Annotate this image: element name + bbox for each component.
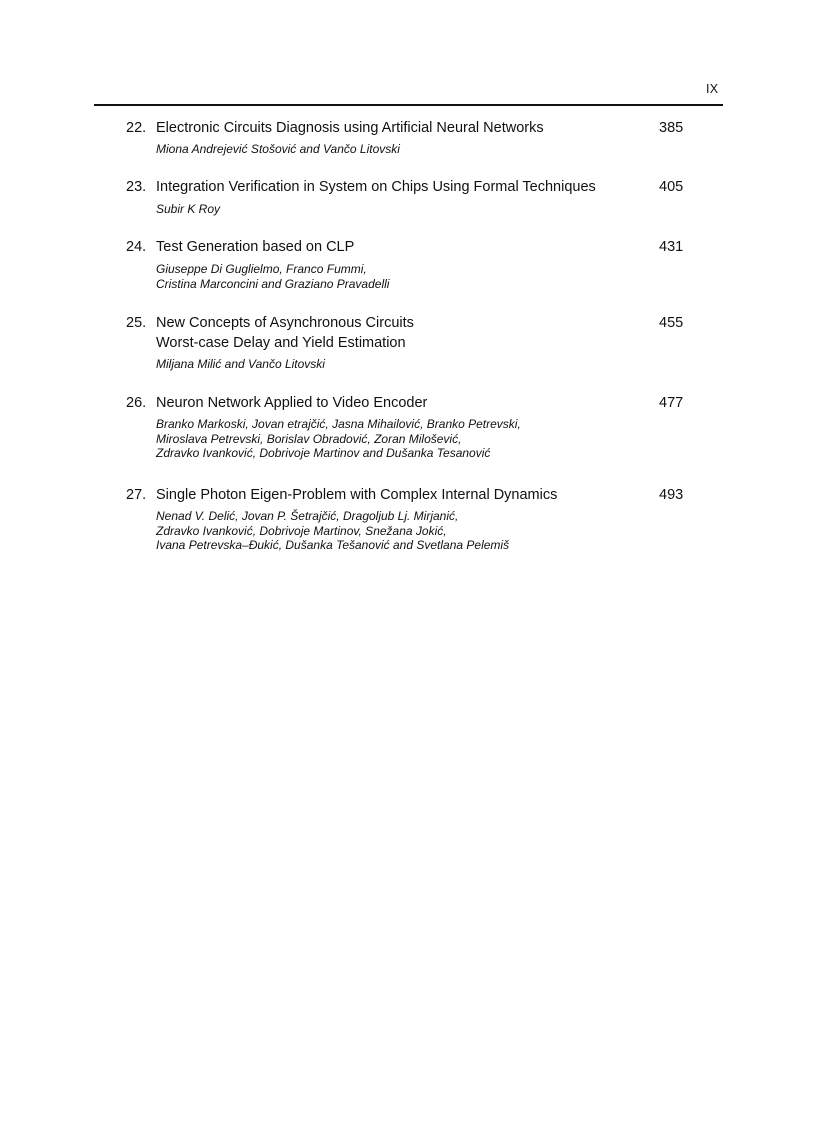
entry-page-number: 385: [659, 120, 684, 136]
entry-authors: [156, 142, 676, 157]
page-number: IX: [706, 82, 719, 96]
entry-title-line: New Concepts of Asynchronous Circuits: [156, 315, 414, 331]
entry-title: [156, 177, 636, 197]
entry-author-line: Giuseppe Di Guglielmo, Franco Fummi,: [156, 262, 367, 276]
entry-author-line: Cristina Marconcini and Graziano Pravadelli: [156, 276, 390, 291]
entry-page-number: 477: [659, 395, 684, 411]
entry-title: [156, 485, 636, 505]
entry-author-line: Miljana Milić and Vančo Litovski: [156, 357, 325, 371]
entry-author-line: Zdravko Ivanković, Dobrivoje Martinov, Snežana Jokić,: [156, 523, 447, 538]
entry-page-number: 455: [659, 315, 684, 331]
entry-author-line: Subir K Roy: [156, 202, 221, 216]
entry-title-line: Single Photon Eigen-Problem with Complex Internal Dynamics: [156, 487, 558, 503]
entry-number: 25.: [126, 315, 147, 331]
entry-number: 27.: [126, 487, 147, 503]
entry-number: 26.: [126, 395, 147, 411]
entry-authors: [156, 202, 676, 217]
entry-author-line: Zdravko Ivanković, Dobrivoje Martinov and Dušanka Tesanović: [156, 446, 491, 460]
entry-title-line: Integration Verification in System on Chips Using Formal Techniques: [156, 179, 596, 195]
entry-number: 22.: [126, 120, 147, 136]
entry-title-line: Electronic Circuits Diagnosis using Artificial Neural Networks: [156, 120, 544, 136]
header-rule: [94, 104, 723, 106]
entry-author-line: Nenad V. Delić, Jovan P. Šetrajčić, Dragoljub Lj. Mirjanić,: [156, 509, 459, 523]
entry-page-number: 493: [659, 487, 684, 503]
entry-title: [156, 237, 636, 257]
entry-authors: [156, 262, 676, 291]
entry-title: [156, 393, 636, 413]
entry-title-line: Worst-case Delay and Yield Estimation: [156, 335, 406, 351]
entry-page-number: 431: [659, 239, 684, 255]
entry-authors: [156, 509, 676, 553]
entry-title-line: Neuron Network Applied to Video Encoder: [156, 395, 428, 411]
entry-title: [156, 313, 636, 353]
entry-author-line: Miroslava Petrevski, Borislav Obradović, Zoran Milošević,: [156, 431, 462, 446]
entry-authors: [156, 357, 676, 372]
entry-author-line: Ivana Petrevska–Đukić, Dušanka Tešanović and Svetlana Pelemiš: [156, 538, 510, 552]
entry-title-line: Test Generation based on CLP: [156, 239, 355, 255]
entry-number: 23.: [126, 179, 147, 195]
entry-page-number: 405: [659, 179, 684, 195]
entry-author-line: Branko Markoski, Jovan etrajčić, Jasna Mihailović, Branko Petrevski,: [156, 417, 521, 431]
entry-number: 24.: [126, 239, 147, 255]
entry-author-line: Miona Andrejević Stošović and Vančo Litovski: [156, 142, 400, 156]
entry-authors: [156, 417, 676, 461]
entry-title: [156, 118, 636, 138]
